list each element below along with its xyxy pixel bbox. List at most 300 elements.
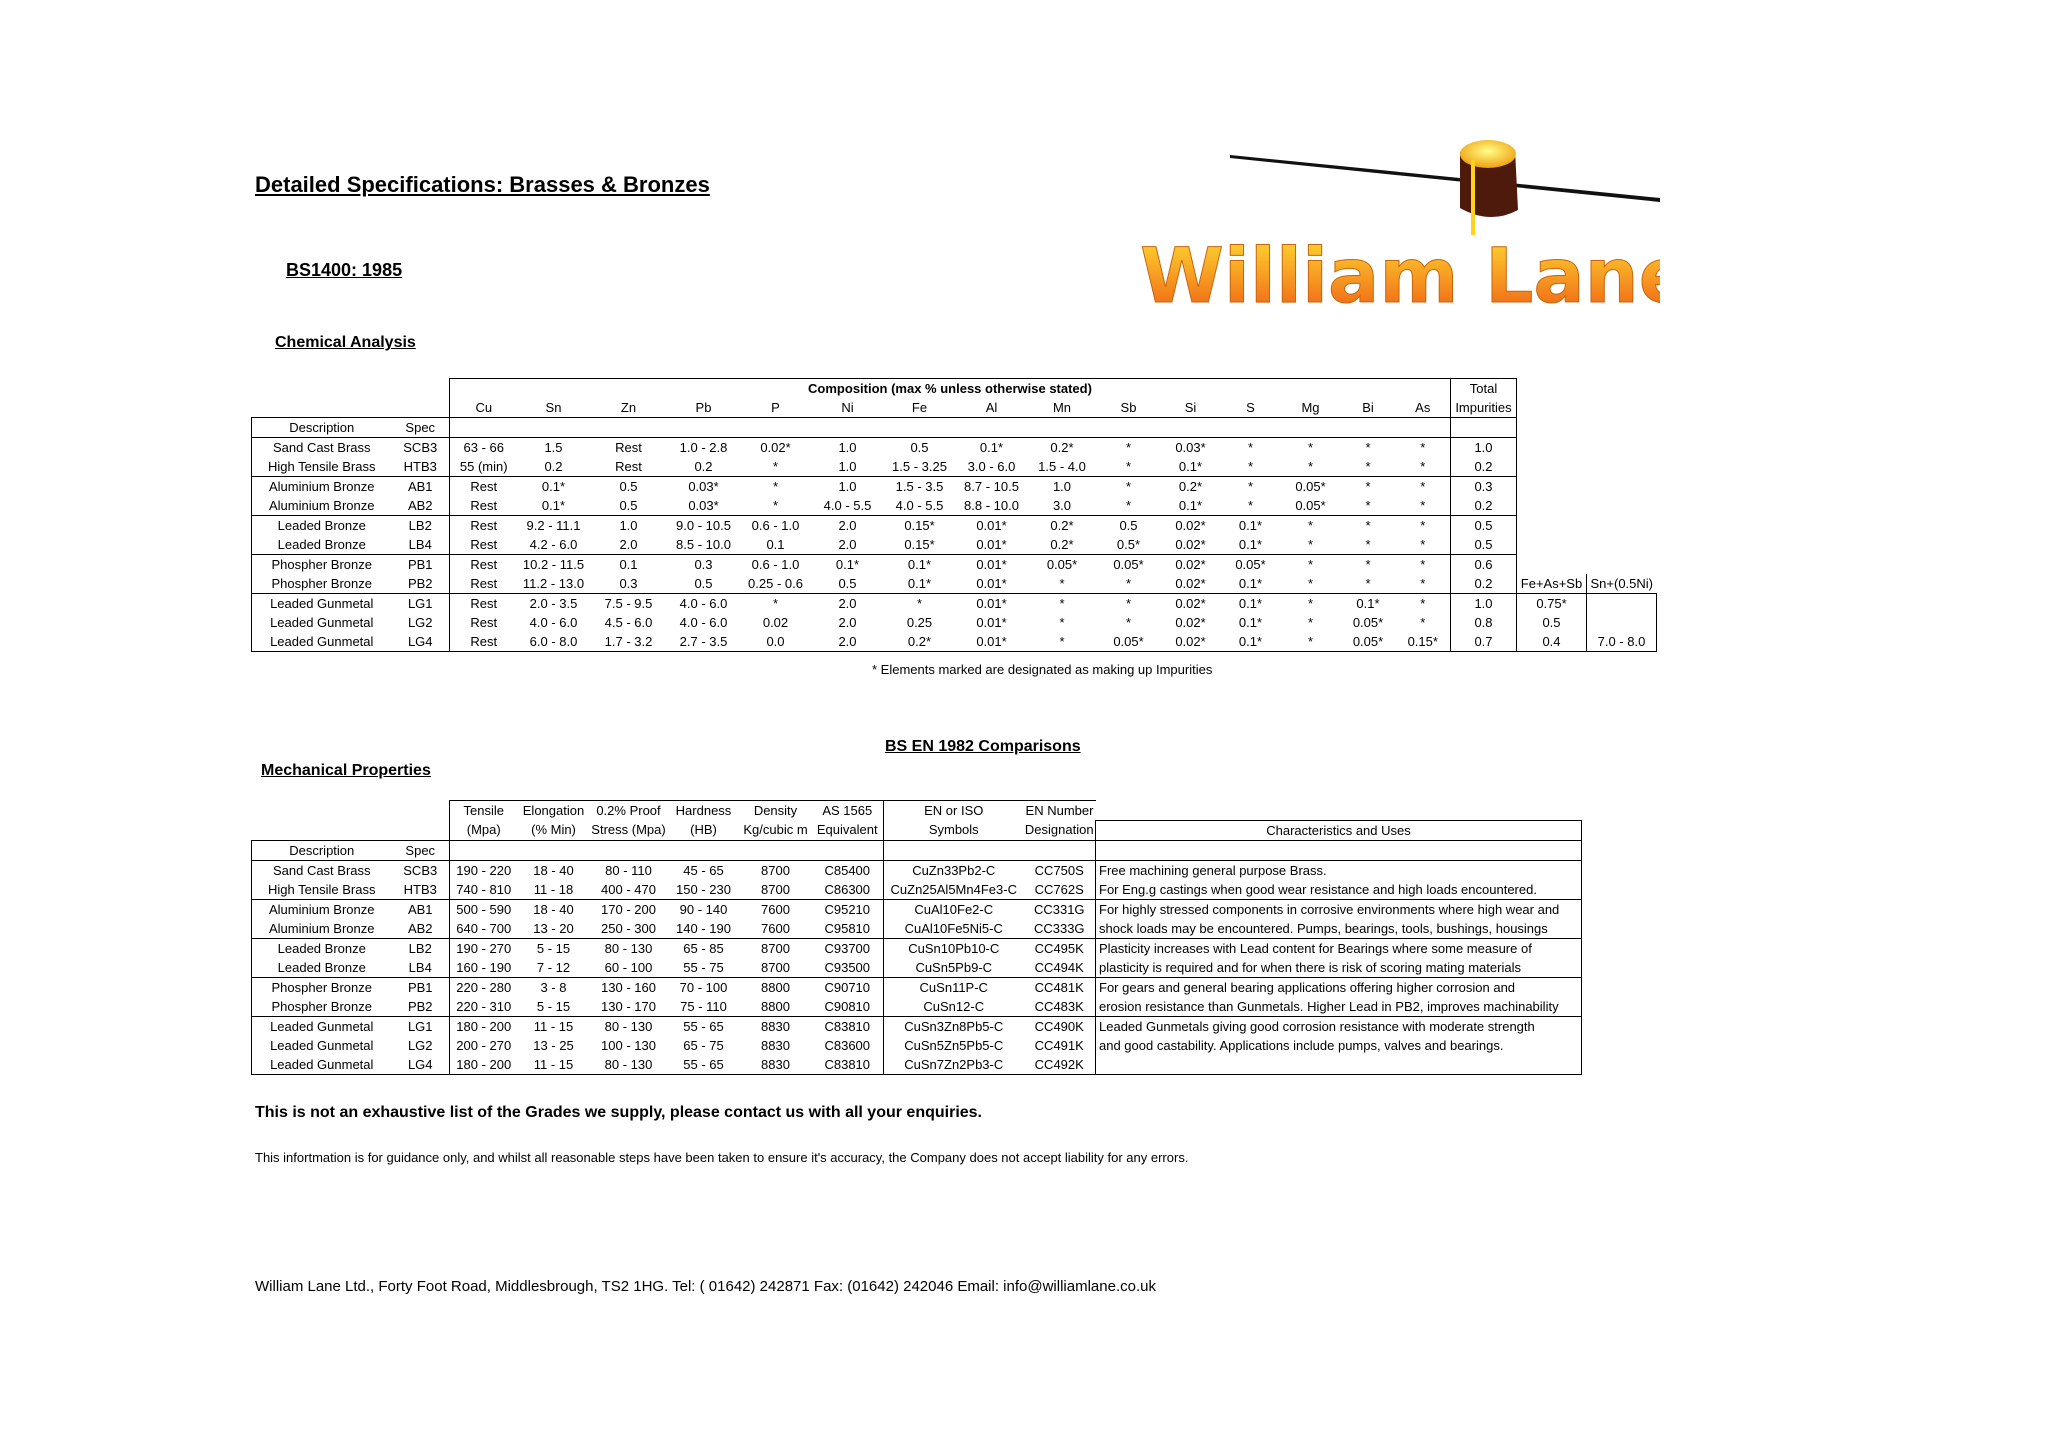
- element-value: 0.01*: [976, 537, 1007, 552]
- property-value: 75 - 110: [680, 998, 727, 1014]
- row-description: Phospher Bronze: [252, 555, 392, 575]
- property-value: 500 - 590: [450, 899, 518, 919]
- element-value: *: [1028, 632, 1097, 652]
- characteristics-text: For gears and general bearing applications offering higher corrosion and: [1096, 977, 1582, 997]
- element-value: 1.5 - 4.0: [1038, 459, 1086, 474]
- element-value: 0.1: [766, 537, 785, 552]
- element-value: 0.02*: [1175, 576, 1206, 591]
- total-impurities: 0.5: [1451, 516, 1517, 536]
- property-value: 8830: [761, 1037, 790, 1053]
- property-value: 13 - 25: [533, 1037, 574, 1053]
- table-row: [252, 860, 1582, 880]
- row-spec: PB1: [392, 555, 450, 575]
- element-value: 2.0: [838, 615, 857, 630]
- element-value: *: [1125, 459, 1132, 474]
- impurities-footnote: * Elements marked are designated as making up Impurities: [872, 662, 1213, 677]
- row-description: Sand Cast Brass: [252, 438, 392, 458]
- characteristics-text: Leaded Gunmetals giving good corrosion resistance with moderate strength: [1096, 1016, 1582, 1036]
- element-value: *: [1307, 537, 1314, 552]
- element-value: *: [1221, 438, 1281, 458]
- blank-cell: [1341, 418, 1396, 438]
- element-value: Rest: [450, 632, 518, 652]
- element-value: 0.05*: [1097, 555, 1161, 575]
- property-value: 170 - 200: [590, 899, 668, 919]
- element-value: *: [1365, 459, 1371, 474]
- element-header: S: [1246, 400, 1255, 415]
- property-value: 8830: [740, 1055, 812, 1075]
- element-value: 4.0 - 6.0: [679, 615, 728, 630]
- element-value: *: [772, 498, 779, 513]
- row-description: Leaded Bronze: [252, 516, 392, 536]
- element-value: 1.5 - 3.25: [892, 459, 947, 474]
- property-value: C95810: [824, 920, 871, 936]
- row-spec: HTB3: [403, 459, 437, 474]
- total-impurities: 0.7: [1451, 632, 1517, 652]
- element-value: 4.5 - 6.0: [604, 615, 653, 630]
- element-value: *: [1097, 438, 1161, 458]
- blank-cell: [392, 398, 450, 418]
- element-value: 0.1*: [1341, 594, 1396, 614]
- property-value: CC331G: [1024, 899, 1096, 919]
- element-value: 0.6 - 1.0: [740, 555, 812, 575]
- property-value: CuZn33Pb2-C: [884, 860, 1024, 880]
- characteristics-text: For highly stressed components in corrosive environments where high wear and: [1096, 899, 1582, 919]
- property-value: CC483K: [1034, 998, 1084, 1014]
- element-value: Rest: [450, 555, 518, 575]
- row-spec: SCB3: [392, 860, 450, 880]
- element-value: 0.1*: [812, 555, 884, 575]
- element-header: Al: [985, 400, 998, 415]
- extra-value: [1587, 594, 1657, 614]
- logo-text: William Lane: [1140, 231, 1660, 320]
- table-row: [252, 880, 1582, 900]
- element-value: 0.2*: [1028, 516, 1097, 536]
- total-impurities: 0.3: [1451, 477, 1517, 497]
- table-row: [252, 438, 1657, 458]
- header-row: [252, 801, 1582, 821]
- element-value: 10.2 - 11.5: [518, 555, 590, 575]
- element-value: 3.0: [1052, 498, 1072, 513]
- element-value: 4.0 - 5.5: [895, 498, 944, 513]
- property-value: 150 - 230: [676, 881, 731, 897]
- mechanical-properties-heading: Mechanical Properties: [261, 762, 431, 779]
- property-value: CC481K: [1024, 977, 1096, 997]
- company-footer: William Lane Ltd., Forty Foot Road, Middlesbrough, TS2 1HG. Tel: ( 01642) 242871 Fax: (01642) 242046 Email: info@williamlane.co.uk: [255, 1278, 1156, 1295]
- blank-cell: [1024, 840, 1096, 860]
- property-value: CC750S: [1024, 860, 1096, 880]
- property-value: 11 - 18: [533, 881, 574, 897]
- property-value: 80 - 110: [590, 860, 668, 880]
- total-impurities: 1.0: [1451, 438, 1517, 458]
- spec-header: Spec: [392, 418, 450, 438]
- table-row: [252, 1055, 1582, 1075]
- row-spec: AB2: [407, 920, 433, 936]
- element-value: 0.2: [694, 459, 713, 474]
- blank-cell: [252, 801, 392, 821]
- blank-cell: [252, 820, 392, 840]
- element-value: Rest: [450, 613, 518, 632]
- property-value: 8700: [761, 881, 790, 897]
- element-value: *: [884, 594, 956, 614]
- header-row: [252, 820, 1582, 840]
- row-description: Leaded Gunmetal: [252, 1055, 392, 1075]
- property-value: 7 - 12: [536, 959, 571, 975]
- element-value: *: [1420, 498, 1426, 513]
- spec-header: Spec: [392, 840, 450, 860]
- table-row: [252, 997, 1582, 1017]
- element-value: 3.0 - 6.0: [967, 459, 1016, 474]
- blank-cell: [1096, 801, 1582, 821]
- row-description: Phospher Bronze: [252, 977, 392, 997]
- property-value: C90710: [812, 977, 884, 997]
- property-value: C90810: [824, 998, 871, 1014]
- property-value: 5 - 15: [536, 998, 571, 1014]
- row-description: Sand Cast Brass: [252, 860, 392, 880]
- property-value: 3 - 8: [518, 977, 590, 997]
- property-value: 250 - 300: [601, 920, 656, 936]
- element-value: 0.1*: [1221, 632, 1281, 652]
- blank-cell: [1587, 477, 1657, 497]
- row-spec: LB4: [408, 959, 432, 975]
- element-value: 4.0 - 6.0: [668, 594, 740, 614]
- property-value: 70 - 100: [668, 977, 740, 997]
- characteristics-text: [1096, 1055, 1582, 1075]
- property-value: 11 - 15: [518, 1055, 590, 1075]
- table-row: [252, 977, 1582, 997]
- property-value: 45 - 65: [668, 860, 740, 880]
- ladle-icon: [1460, 140, 1518, 235]
- element-value: 0.05*: [1295, 498, 1326, 513]
- table-row: [252, 535, 1657, 555]
- composition-header: Composition (max % unless otherwise stated): [450, 379, 1451, 399]
- element-header: Mn: [1052, 400, 1072, 415]
- property-value: C83600: [824, 1037, 871, 1053]
- element-value: 0.02: [762, 615, 789, 630]
- header-row: [252, 398, 1657, 418]
- property-value: 180 - 200: [450, 1016, 518, 1036]
- row-spec: LG4: [392, 632, 450, 652]
- element-value: 2.0: [838, 537, 857, 552]
- property-value: CC494K: [1034, 959, 1084, 975]
- blank-cell: [812, 840, 884, 860]
- element-value: 0.2*: [884, 632, 956, 652]
- element-value: 1.0: [812, 477, 884, 497]
- property-value: CC762S: [1034, 881, 1084, 897]
- property-value: 740 - 810: [450, 880, 518, 900]
- element-value: *: [1396, 594, 1451, 614]
- total-impurities: 0.6: [1451, 555, 1517, 575]
- property-value: 100 - 130: [601, 1037, 656, 1053]
- column-header: Equivalent: [816, 822, 878, 838]
- enquiries-note: This is not an exhaustive list of the Grades we supply, please contact us with all your enquiries.: [255, 1104, 982, 1121]
- element-value: Rest: [450, 594, 518, 614]
- property-value: 160 - 190: [450, 958, 518, 978]
- row-spec: LG2: [407, 1037, 433, 1053]
- element-value: 1.0: [812, 438, 884, 458]
- property-value: 11 - 15: [518, 1016, 590, 1036]
- row-description: Phospher Bronze: [252, 997, 392, 1017]
- element-value: Rest: [450, 535, 518, 555]
- element-value: 2.0: [619, 537, 638, 552]
- element-value: 0.03*: [688, 498, 719, 513]
- element-value: 2.0 - 3.5: [518, 594, 590, 614]
- element-header: Ni: [841, 400, 854, 415]
- blank-cell: [1097, 418, 1161, 438]
- blank-cell: [1517, 418, 1587, 438]
- element-value: 8.7 - 10.5: [956, 477, 1028, 497]
- blank-cell: [252, 379, 392, 399]
- element-header: Cu: [450, 398, 518, 418]
- property-value: 7600: [761, 920, 790, 936]
- property-value: 190 - 270: [450, 938, 518, 958]
- table-row: [252, 555, 1657, 575]
- row-spec: PB2: [407, 576, 433, 591]
- element-value: *: [1281, 632, 1341, 652]
- extra-value: 0.75*: [1536, 596, 1567, 611]
- row-spec: LG1: [392, 594, 450, 614]
- blank-cell: [1517, 496, 1587, 516]
- blank-cell: [1517, 516, 1587, 536]
- element-value: *: [1097, 477, 1161, 497]
- element-value: 4.0 - 6.0: [529, 615, 578, 630]
- characteristics-text: shock loads may be encountered. Pumps, bearings, tools, bushings, housings: [1096, 919, 1582, 939]
- element-value: 0.25 - 0.6: [748, 576, 803, 591]
- table-row: [252, 919, 1582, 939]
- element-value: 0.1*: [956, 438, 1028, 458]
- property-value: 130 - 170: [601, 998, 656, 1014]
- blank-cell: [590, 418, 668, 438]
- extra-value: 0.4: [1517, 632, 1587, 652]
- element-value: 0.05*: [1341, 632, 1396, 652]
- element-value: 8.8 - 10.0: [964, 498, 1019, 513]
- extra-header: Sn+(0.5Ni): [1587, 574, 1657, 594]
- element-value: *: [1281, 555, 1341, 575]
- table-row: [252, 958, 1582, 978]
- element-value: 0.2: [544, 459, 563, 474]
- row-description: Leaded Gunmetal: [252, 613, 392, 632]
- property-value: 80 - 130: [590, 1016, 668, 1036]
- header-row: [252, 418, 1657, 438]
- element-value: 0.6 - 1.0: [740, 516, 812, 536]
- property-value: 190 - 220: [450, 860, 518, 880]
- element-value: *: [1307, 576, 1314, 591]
- property-value: 13 - 20: [533, 920, 574, 936]
- element-value: 0.5: [838, 576, 857, 591]
- element-value: 0.05*: [1097, 632, 1161, 652]
- property-value: 5 - 15: [518, 938, 590, 958]
- element-value: 0.03*: [668, 477, 740, 497]
- extra-header: Fe+As+Sb: [1517, 574, 1587, 594]
- element-value: 0.05*: [1028, 555, 1097, 575]
- property-value: 18 - 40: [518, 899, 590, 919]
- total-impurities: 0.8: [1451, 613, 1517, 632]
- row-description: Leaded Gunmetal: [252, 594, 392, 614]
- blank-cell: [392, 379, 450, 399]
- element-value: 55 (min): [450, 457, 518, 477]
- element-header: As: [1415, 400, 1431, 415]
- element-value: 0.1*: [541, 498, 566, 513]
- row-description: Leaded Bronze: [252, 938, 392, 958]
- element-value: 0.1: [590, 555, 668, 575]
- element-value: 0.01*: [956, 516, 1028, 536]
- element-value: 0.03*: [1161, 438, 1221, 458]
- blank-cell: [884, 418, 956, 438]
- element-header: Sb: [1120, 400, 1137, 415]
- header-row: [252, 840, 1582, 860]
- element-value: *: [1097, 594, 1161, 614]
- element-header: Fe: [911, 400, 928, 415]
- element-value: 63 - 66: [450, 438, 518, 458]
- element-header: Pb: [695, 400, 712, 415]
- element-value: 0.02*: [740, 438, 812, 458]
- property-value: C85400: [812, 860, 884, 880]
- description-header: Description: [252, 418, 392, 438]
- property-value: CuAl10Fe2-C: [884, 899, 1024, 919]
- property-value: 8700: [740, 860, 812, 880]
- element-value: 0.01*: [976, 576, 1007, 591]
- blank-cell: [740, 418, 812, 438]
- element-value: 0.05*: [1281, 477, 1341, 497]
- element-value: Rest: [615, 459, 642, 474]
- property-value: CC490K: [1024, 1016, 1096, 1036]
- element-value: *: [1281, 438, 1341, 458]
- table-row: [252, 457, 1657, 477]
- column-header: (Mpa): [450, 820, 518, 840]
- property-value: 8800: [740, 977, 812, 997]
- element-value: *: [1341, 555, 1396, 575]
- blank-cell: [884, 840, 1024, 860]
- blank-cell: [1161, 418, 1221, 438]
- property-value: C93700: [812, 938, 884, 958]
- element-value: *: [1365, 537, 1371, 552]
- row-spec: AB2: [407, 498, 433, 513]
- element-value: *: [740, 594, 812, 614]
- element-value: 9.2 - 11.1: [518, 516, 590, 536]
- element-value: *: [1307, 615, 1314, 630]
- element-value: Rest: [450, 496, 518, 516]
- element-value: 0.01*: [956, 594, 1028, 614]
- blank-cell: [1587, 438, 1657, 458]
- element-value: *: [1307, 459, 1314, 474]
- blank-cell: [392, 820, 450, 840]
- blank-cell: [450, 418, 518, 438]
- element-value: 0.1*: [1238, 576, 1263, 591]
- property-value: 8700: [740, 938, 812, 958]
- chemical-analysis-table: [251, 378, 1657, 652]
- element-value: 0.02*: [1161, 632, 1221, 652]
- element-value: *: [1281, 594, 1341, 614]
- element-value: 1.0: [1028, 477, 1097, 497]
- element-value: 0.05*: [1221, 555, 1281, 575]
- table-row: [252, 899, 1582, 919]
- property-value: 7600: [740, 899, 812, 919]
- row-spec: AB1: [392, 899, 450, 919]
- blank-cell: [518, 418, 590, 438]
- element-value: *: [1059, 576, 1065, 591]
- property-value: CuZn25Al5Mn4Fe3-C: [884, 880, 1024, 900]
- element-value: 4.2 - 6.0: [529, 537, 578, 552]
- row-description: High Tensile Brass: [252, 457, 392, 477]
- element-value: *: [1059, 615, 1065, 630]
- element-value: 0.3: [668, 555, 740, 575]
- blank-cell: [1517, 555, 1587, 575]
- blank-cell: [1517, 398, 1587, 418]
- row-description: Leaded Gunmetal: [252, 632, 392, 652]
- column-header: Density: [740, 801, 812, 821]
- total-header: Impurities: [1451, 398, 1517, 418]
- blank-cell: [1587, 555, 1657, 575]
- characteristics-header: Characteristics and Uses: [1096, 820, 1582, 840]
- property-value: 65 - 75: [683, 1037, 724, 1053]
- column-header: Elongation: [518, 801, 590, 821]
- property-value: 640 - 700: [450, 919, 518, 939]
- element-value: 1.7 - 3.2: [590, 632, 668, 652]
- blank-cell: [956, 418, 1028, 438]
- row-spec: LG1: [392, 1016, 450, 1036]
- element-value: *: [1396, 555, 1451, 575]
- element-value: 9.0 - 10.5: [668, 516, 740, 536]
- total-impurities: 0.2: [1451, 496, 1517, 516]
- blank-cell: [1587, 379, 1657, 399]
- mechanical-properties-table: [251, 800, 1582, 1075]
- element-value: 0.5: [1097, 516, 1161, 536]
- column-header: AS 1565: [812, 801, 884, 821]
- property-value: 180 - 200: [450, 1055, 518, 1075]
- property-value: CC492K: [1024, 1055, 1096, 1075]
- blank-cell: [1587, 398, 1657, 418]
- property-value: CC333G: [1033, 920, 1085, 936]
- element-value: 0.15*: [884, 516, 956, 536]
- element-value: *: [1247, 498, 1254, 513]
- column-header: EN or ISO: [884, 801, 1024, 821]
- element-value: 2.0: [812, 632, 884, 652]
- characteristics-text: Plasticity increases with Lead content for Bearings where some measure of: [1096, 938, 1582, 958]
- total-impurities: 0.2: [1451, 457, 1517, 477]
- element-value: 1.0: [590, 516, 668, 536]
- extra-value: [1587, 613, 1657, 632]
- blank-cell: [668, 418, 740, 438]
- blank-cell: [1096, 840, 1582, 860]
- row-spec: PB1: [392, 977, 450, 997]
- property-value: 140 - 190: [676, 920, 731, 936]
- element-value: 11.2 - 13.0: [522, 576, 585, 591]
- element-value: *: [1125, 615, 1132, 630]
- property-value: CuSn7Zn2Pb3-C: [884, 1055, 1024, 1075]
- table-row: [252, 938, 1582, 958]
- element-value: 8.5 - 10.0: [676, 537, 731, 552]
- element-value: 0.5*: [1116, 537, 1141, 552]
- element-value: Rest: [450, 516, 518, 536]
- element-value: 0.1*: [1238, 615, 1263, 630]
- row-spec: LB4: [408, 537, 432, 552]
- row-spec: PB2: [407, 998, 433, 1014]
- element-value: 0.5: [590, 477, 668, 497]
- element-value: 0.1*: [1221, 516, 1281, 536]
- blank-cell: [1517, 379, 1587, 399]
- element-value: *: [1125, 576, 1132, 591]
- element-value: 0.5: [619, 498, 638, 513]
- element-value: 0.1*: [1238, 537, 1263, 552]
- property-value: 200 - 270: [450, 1036, 518, 1055]
- element-value: 0.15*: [1396, 632, 1451, 652]
- characteristics-text: erosion resistance than Gunmetals. Higher Lead in PB2, improves machinability: [1096, 997, 1582, 1017]
- element-value: *: [1420, 615, 1426, 630]
- element-value: *: [1281, 516, 1341, 536]
- row-description: High Tensile Brass: [252, 880, 392, 900]
- element-value: *: [1396, 438, 1451, 458]
- element-value: *: [1028, 594, 1097, 614]
- row-spec: HTB3: [403, 881, 437, 897]
